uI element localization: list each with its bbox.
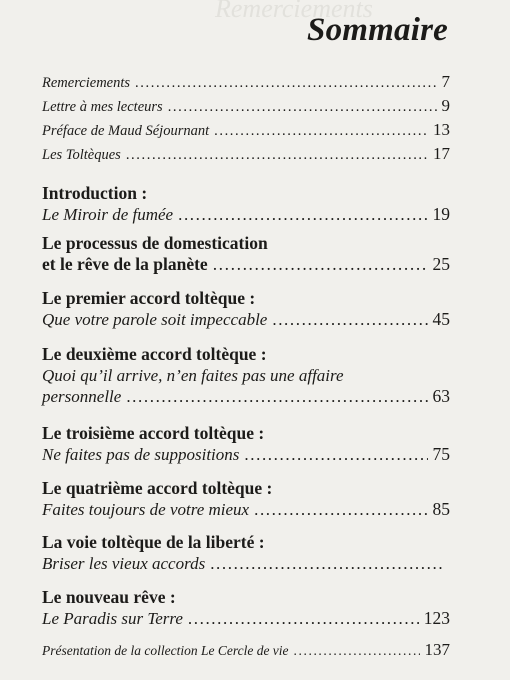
page-number: 13 [433,120,450,139]
page-number: 7 [441,72,450,91]
chapter-heading: Le premier accord toltèque : [42,288,256,308]
chapter-subtitle: Ne faites pas de suppositions [42,445,240,464]
dot-leader [244,444,427,465]
dot-leader [210,553,445,574]
page-number: 63 [432,386,450,406]
dot-leader [126,147,428,164]
dot-leader [178,204,427,225]
entry-label: Préface de Maud Séjournant [42,123,210,139]
page-number: 123 [423,608,450,628]
toc-entry [42,96,450,116]
chapter-subtitle: Briser les vieux accords [42,554,206,573]
dot-leader [214,123,428,140]
page-number: 25 [432,254,450,274]
chapter-subtitle: Le Paradis sur Terre [42,609,183,628]
chapter-heading: Le processus de domestication [42,233,268,253]
entry-label: Remerciements [42,75,131,91]
toc-entry [42,120,450,140]
toc-chapter [42,183,450,225]
dot-leader [135,75,436,92]
show-through-text: Remerciements [215,0,373,23]
chapter-heading: et le rêve de la planète [42,254,208,274]
page-number: 9 [441,96,450,115]
page-number: 85 [432,499,450,519]
dot-leader [126,386,427,407]
chapter-subtitle: Quoi qu’il arrive, n’en faites pas une affaire [42,366,344,385]
page-number: 137 [424,640,450,659]
chapter-heading: Le quatrième accord toltèque : [42,478,273,498]
dot-leader [254,499,427,520]
toc-chapter [42,532,450,574]
chapter-subtitle: Le Miroir de fumée [42,205,174,224]
toc-entry [42,144,450,164]
toc-entry [42,72,450,92]
entry-label: Les Toltèques [42,147,121,163]
page-number: 17 [433,144,450,163]
chapter-subtitle: Que votre parole soit impeccable [42,310,268,329]
toc-chapter [42,344,450,407]
chapter-heading: La voie toltèque de la liberté : [42,532,265,552]
toc-chapter [42,288,450,330]
toc-chapter [42,233,450,275]
page-number: 45 [432,309,450,329]
page-title: Sommaire [307,12,448,48]
chapter-subtitle: Faites toujours de votre mieux [42,500,250,519]
dot-leader [294,643,420,659]
toc-chapter [42,587,450,629]
page-number: 75 [432,444,450,464]
chapter-subtitle: personnelle [42,387,122,406]
dot-leader [213,254,428,275]
page-number: 19 [432,204,450,224]
toc-chapter [42,478,450,520]
toc-entry [42,640,450,660]
chapter-heading: Le troisième accord toltèque : [42,423,265,443]
chapter-heading: Le deuxième accord toltèque : [42,344,267,364]
toc-chapter [42,423,450,465]
dot-leader [168,99,437,116]
dot-leader [188,608,419,629]
chapter-heading: Introduction : [42,183,148,203]
chapter-heading: Le nouveau rêve : [42,587,176,607]
dot-leader [272,309,427,330]
entry-label: Présentation de la collection Le Cercle de vie [42,643,289,658]
entry-label: Lettre à mes lecteurs [42,99,163,115]
